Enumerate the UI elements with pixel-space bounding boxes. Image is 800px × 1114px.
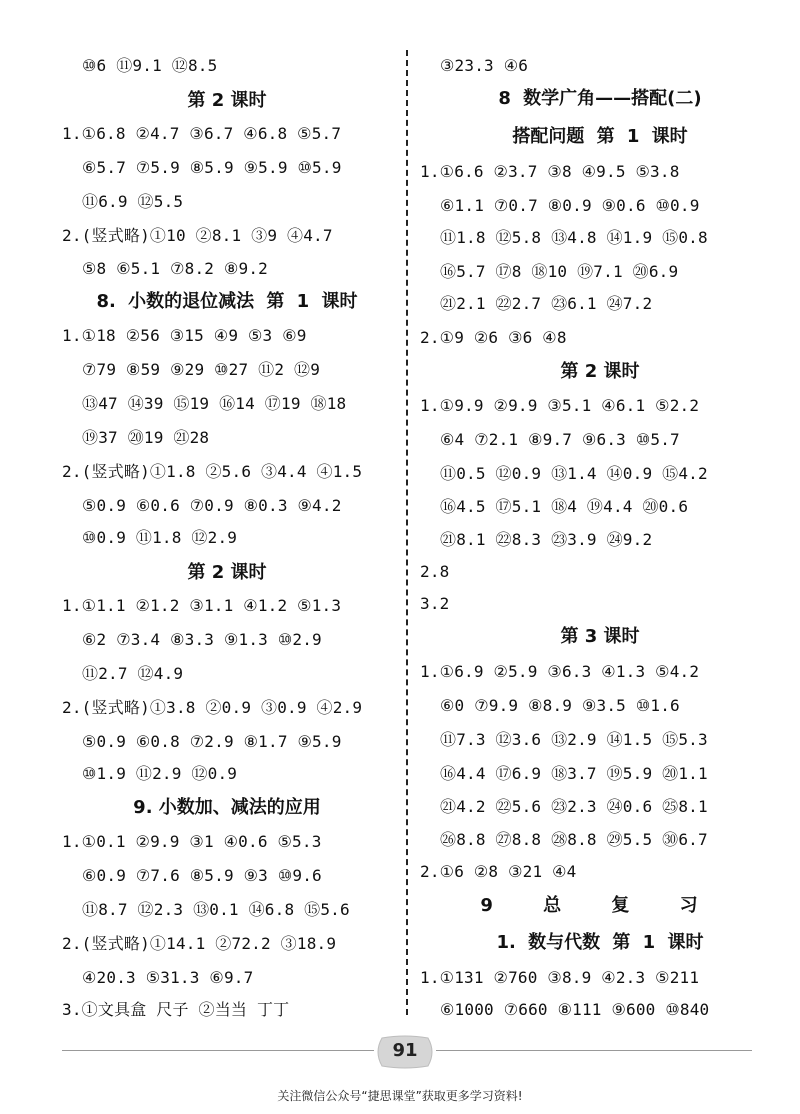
answer-line: ⑯5.7 ⑰8 ⑱10 ⑲7.1 ⑳6.9: [440, 262, 679, 281]
answer-line: 1.①6.9 ②5.9 ③6.3 ④1.3 ⑤4.2: [420, 662, 700, 681]
section-heading: 9. 小数加、减法的应用: [133, 797, 321, 818]
section-heading: 第 2 课时: [560, 361, 640, 382]
answer-line: 1.①18 ②56 ③15 ④9 ⑤3 ⑥9: [62, 326, 307, 345]
answer-line: ⑪1.8 ⑫5.8 ⑬4.8 ⑭1.9 ⑮0.8: [440, 228, 708, 247]
answer-line: 2.①9 ②6 ③6 ④8: [420, 328, 567, 347]
answer-line: 2.(竖式略)①1.8 ②5.6 ③4.4 ④1.5: [62, 462, 363, 481]
answer-line: 1.①6.6 ②3.7 ③8 ④9.5 ⑤3.8: [420, 162, 680, 181]
answer-line: ㉑2.1 ㉒2.7 ㉓6.1 ㉔7.2: [440, 294, 653, 313]
section-heading: 1. 数与代数 第 1 课时: [496, 932, 704, 953]
answer-line: ⑩6 ⑪9.1 ⑫8.5: [82, 56, 218, 75]
answer-line: 2.8: [420, 562, 450, 581]
answer-line: ⑪2.7 ⑫4.9: [82, 664, 184, 683]
footer-rule-left: [62, 1050, 374, 1051]
answer-line: 3.①文具盒 尺子 ②当当 丁丁: [62, 1000, 290, 1019]
page-number: 91: [392, 1040, 418, 1061]
answer-line: ⑤8 ⑥5.1 ⑦8.2 ⑧9.2: [82, 259, 269, 278]
answer-line: ⑬47 ⑭39 ⑮19 ⑯14 ⑰19 ⑱18: [82, 394, 347, 413]
answer-line: 2.(竖式略)①14.1 ②72.2 ③18.9: [62, 934, 337, 953]
answer-line: ⑪6.9 ⑫5.5: [82, 192, 184, 211]
answer-line: ⑥5.7 ⑦5.9 ⑧5.9 ⑨5.9 ⑩5.9: [82, 158, 342, 177]
page-number-badge: [374, 1034, 436, 1070]
answer-line: 1.①0.1 ②9.9 ③1 ④0.6 ⑤5.3: [62, 832, 322, 851]
answer-line: ㉑4.2 ㉒5.6 ㉓2.3 ㉔0.6 ㉕8.1: [440, 797, 708, 816]
answer-line: ⑥2 ⑦3.4 ⑧3.3 ⑨1.3 ⑩2.9: [82, 630, 322, 649]
answer-line: 1.①131 ②760 ③8.9 ④2.3 ⑤211: [420, 968, 700, 987]
answer-line: ⑥0 ⑦9.9 ⑧8.9 ⑨3.5 ⑩1.6: [440, 696, 680, 715]
answer-line: ⑥0.9 ⑦7.6 ⑧5.9 ⑨3 ⑩9.6: [82, 866, 322, 885]
section-heading: 第 2 课时: [187, 90, 267, 111]
answer-line: ⑯4.5 ⑰5.1 ⑱4 ⑲4.4 ⑳0.6: [440, 497, 689, 516]
answer-line: ⑪7.3 ⑫3.6 ⑬2.9 ⑭1.5 ⑮5.3: [440, 730, 708, 749]
answer-line: ⑩1.9 ⑪2.9 ⑫0.9: [82, 764, 238, 783]
answer-line: 2.(竖式略)①3.8 ②0.9 ③0.9 ④2.9: [62, 698, 363, 717]
section-heading: 第 3 课时: [560, 626, 640, 647]
chapter-heading: 8 数学广角——搭配(二): [498, 88, 702, 109]
answer-line: ㉑8.1 ㉒8.3 ㉓3.9 ㉔9.2: [440, 530, 653, 549]
section-heading: 第 2 课时: [187, 562, 267, 583]
answer-line: ⑥1000 ⑦660 ⑧111 ⑨600 ⑩840: [440, 1000, 710, 1019]
answer-line: 1.①1.1 ②1.2 ③1.1 ④1.2 ⑤1.3: [62, 596, 342, 615]
answer-line: ⑯4.4 ⑰6.9 ⑱3.7 ⑲5.9 ⑳1.1: [440, 764, 708, 783]
footer-note: 关注微信公众号“捷思课堂”获取更多学习资料!: [277, 1089, 523, 1103]
answer-line: ⑪8.7 ⑫2.3 ⑬0.1 ⑭6.8 ⑮5.6: [82, 900, 350, 919]
section-heading: 8. 小数的退位减法 第 1 课时: [96, 291, 358, 312]
answer-line: 1.①6.8 ②4.7 ③6.7 ④6.8 ⑤5.7: [62, 124, 342, 143]
answer-line: ⑩0.9 ⑪1.8 ⑫2.9: [82, 528, 238, 547]
answer-line: ③23.3 ④6: [440, 56, 529, 75]
answer-line: ⑪0.5 ⑫0.9 ⑬1.4 ⑭0.9 ⑮4.2: [440, 464, 708, 483]
answer-line: 3.2: [420, 594, 450, 613]
answer-line: ⑥4 ⑦2.1 ⑧9.7 ⑨6.3 ⑩5.7: [440, 430, 680, 449]
answer-line: 2.(竖式略)①10 ②8.1 ③9 ④4.7: [62, 226, 333, 245]
column-divider: [406, 50, 408, 1015]
answer-line: ⑤0.9 ⑥0.8 ⑦2.9 ⑧1.7 ⑨5.9: [82, 732, 342, 751]
answer-line: 2.①6 ②8 ③21 ④4: [420, 862, 577, 881]
footer-rule-right: [436, 1050, 752, 1051]
answer-line: ㉖8.8 ㉗8.8 ㉘8.8 ㉙5.5 ㉚6.7: [440, 830, 708, 849]
section-heading: 搭配问题 第 1 课时: [512, 126, 688, 147]
chapter-heading: 9 总 复 习: [480, 895, 720, 916]
answer-line: ⑥1.1 ⑦0.7 ⑧0.9 ⑨0.6 ⑩0.9: [440, 196, 700, 215]
answer-line: ④20.3 ⑤31.3 ⑥9.7: [82, 968, 254, 987]
answer-line: ⑦79 ⑧59 ⑨29 ⑩27 ⑪2 ⑫9: [82, 360, 321, 379]
answer-line: ⑲37 ⑳19 ㉑28: [82, 428, 210, 447]
answer-line: ⑤0.9 ⑥0.6 ⑦0.9 ⑧0.3 ⑨4.2: [82, 496, 342, 515]
answer-line: 1.①9.9 ②9.9 ③5.1 ④6.1 ⑤2.2: [420, 396, 700, 415]
